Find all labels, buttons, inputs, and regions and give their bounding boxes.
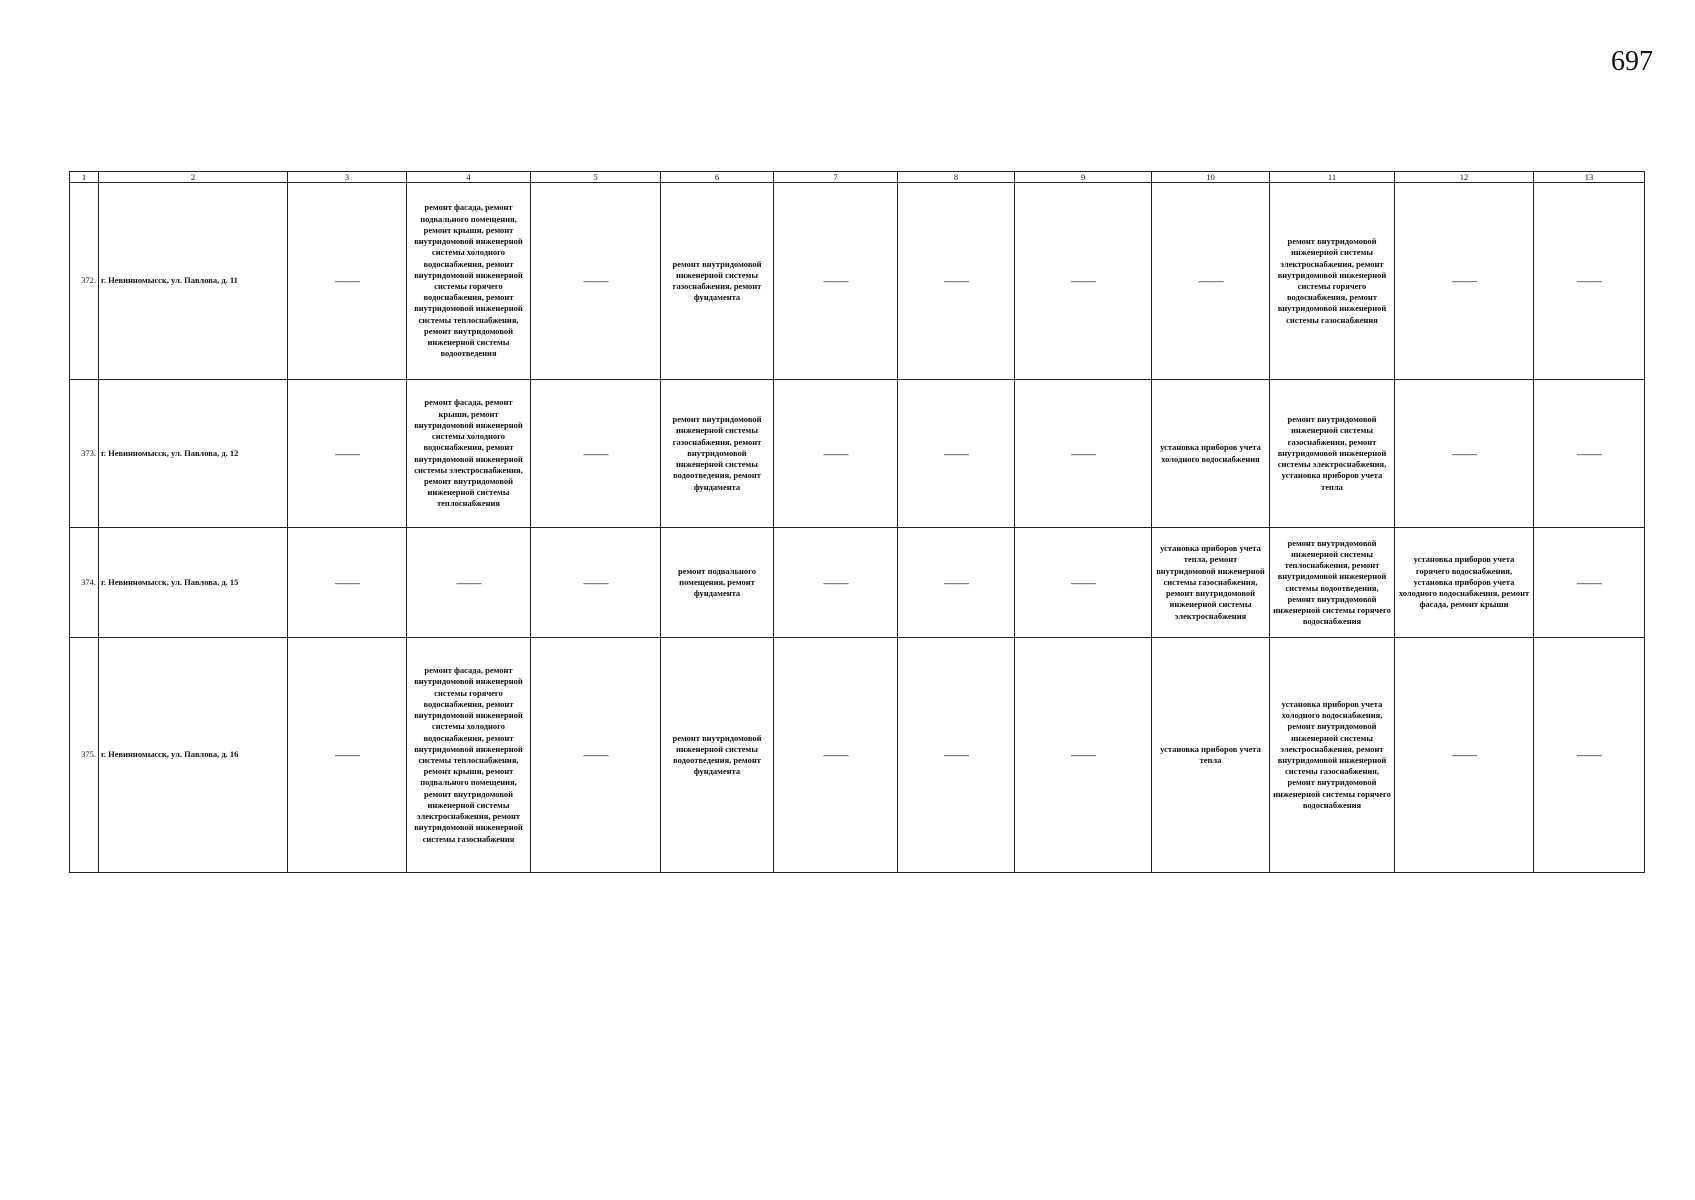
dash: —— bbox=[335, 273, 359, 289]
empty-cell bbox=[1534, 528, 1645, 638]
works-cell: установка приборов учета горячего водоснабжения, установка приборов учета холодного водоснабжения, ремонт фасада, ремонт крыши bbox=[1395, 528, 1534, 638]
works-cell: ремонт фасада, ремонт внутридомовой инженерной системы горячего водоснабжения, ремонт внутридомовой инженерной системы холодного водоснабжения, ремонт внутридомовой инженерной системы теплоснабжения, ремонт крыши, ремонт подвального помещения, ремонт внутридомовой инженерной системы электроснабжения, ремонт внутридомовой инженерной системы газоснабжения bbox=[407, 638, 531, 873]
row-number: 374. bbox=[70, 528, 99, 638]
dash: —— bbox=[1071, 445, 1095, 461]
dash: —— bbox=[335, 574, 359, 590]
works-cell: установка приборов учета тепла, ремонт внутридомовой инженерной системы газоснабжения, ремонт внутридомовой инженерной системы электроснабжения bbox=[1152, 528, 1270, 638]
empty-cell bbox=[1395, 183, 1534, 380]
empty-cell bbox=[531, 528, 661, 638]
address-cell: г. Невинномысск, ул. Павлова, д. 11 bbox=[99, 183, 288, 380]
empty-cell bbox=[1534, 638, 1645, 873]
empty-cell bbox=[288, 380, 407, 528]
works-cell: ремонт внутридомовой инженерной системы газоснабжения, ремонт внутридомовой инженерной системы водоотведения, ремонт фундамента bbox=[661, 380, 774, 528]
empty-cell bbox=[898, 638, 1015, 873]
works-cell: ремонт внутридомовой инженерной системы водоотведения, ремонт фундамента bbox=[661, 638, 774, 873]
dash: —— bbox=[944, 445, 968, 461]
empty-cell bbox=[774, 638, 898, 873]
column-number: 4 bbox=[407, 172, 531, 183]
dash: —— bbox=[1071, 747, 1095, 763]
column-number: 6 bbox=[661, 172, 774, 183]
works-cell: установка приборов учета тепла bbox=[1152, 638, 1270, 873]
row-number: 372. bbox=[70, 183, 99, 380]
works-cell: ремонт подвального помещения, ремонт фундамента bbox=[661, 528, 774, 638]
address-cell: г. Невинномысск, ул. Павлова, д. 16 bbox=[99, 638, 288, 873]
table-row bbox=[70, 638, 1645, 873]
dash: —— bbox=[456, 574, 481, 590]
dash: —— bbox=[1071, 273, 1095, 289]
address-cell: г. Невинномысск, ул. Павлова, д. 15 bbox=[99, 528, 288, 638]
dash: —— bbox=[583, 574, 608, 590]
table-row bbox=[70, 380, 1645, 528]
dash: —— bbox=[583, 747, 608, 763]
works-cell: ремонт внутридомовой инженерной системы теплоснабжения, ремонт внутридомовой инженерной системы водоотведения, ремонт внутридомовой инженерной системы горячего водоснабжения bbox=[1270, 528, 1395, 638]
dash: —— bbox=[583, 273, 608, 289]
empty-cell bbox=[1015, 380, 1152, 528]
empty-cell bbox=[774, 380, 898, 528]
empty-cell bbox=[288, 638, 407, 873]
works-cell: ремонт фасада, ремонт крыши, ремонт внутридомовой инженерной системы холодного водоснабжения, ремонт внутридомовой инженерной системы электроснабжения, ремонт внутридомовой инженерной системы теплоснабжения bbox=[407, 380, 531, 528]
empty-cell bbox=[898, 183, 1015, 380]
dash: —— bbox=[1577, 747, 1601, 763]
empty-cell bbox=[898, 380, 1015, 528]
row-number: 373. bbox=[70, 380, 99, 528]
dash: —— bbox=[1577, 445, 1601, 461]
dash: —— bbox=[1577, 273, 1601, 289]
empty-cell bbox=[1015, 638, 1152, 873]
dash: —— bbox=[823, 445, 848, 461]
works-cell: ремонт внутридомовой инженерной системы электроснабжения, ремонт внутридомовой инженерной системы горячего водоснабжения, ремонт внутридомовой инженерной системы газоснабжения bbox=[1270, 183, 1395, 380]
empty-cell bbox=[1152, 183, 1270, 380]
dash: —— bbox=[1452, 747, 1476, 763]
column-number: 7 bbox=[774, 172, 898, 183]
empty-cell bbox=[531, 380, 661, 528]
table-row bbox=[70, 528, 1645, 638]
dash: —— bbox=[1452, 273, 1476, 289]
row-number: 375. bbox=[70, 638, 99, 873]
table-row bbox=[70, 183, 1645, 380]
empty-cell bbox=[531, 638, 661, 873]
empty-cell bbox=[1534, 183, 1645, 380]
empty-cell bbox=[1395, 380, 1534, 528]
dash: —— bbox=[823, 273, 848, 289]
column-number: 3 bbox=[288, 172, 407, 183]
dash: —— bbox=[823, 747, 848, 763]
dash: —— bbox=[335, 445, 359, 461]
works-cell: установка приборов учета холодного водоснабжения bbox=[1152, 380, 1270, 528]
empty-cell bbox=[1015, 528, 1152, 638]
column-number: 1 bbox=[70, 172, 99, 183]
empty-cell bbox=[774, 183, 898, 380]
empty-cell bbox=[898, 528, 1015, 638]
column-number: 9 bbox=[1015, 172, 1152, 183]
works-cell: установка приборов учета холодного водоснабжения, ремонт внутридомовой инженерной системы электроснабжения, ремонт внутридомовой инженерной системы газоснабжения, ремонт внутридомовой инженерной системы горячего водоснабжения bbox=[1270, 638, 1395, 873]
dash: —— bbox=[1452, 445, 1476, 461]
dash: —— bbox=[944, 747, 968, 763]
empty-cell bbox=[1015, 183, 1152, 380]
dash: —— bbox=[1071, 574, 1095, 590]
dash: —— bbox=[823, 574, 848, 590]
dash: —— bbox=[335, 747, 359, 763]
empty-cell bbox=[774, 528, 898, 638]
empty-cell bbox=[1534, 380, 1645, 528]
empty-cell bbox=[407, 528, 531, 638]
column-number-row bbox=[70, 172, 1645, 183]
column-number: 8 bbox=[898, 172, 1015, 183]
dash: —— bbox=[944, 574, 968, 590]
empty-cell bbox=[1395, 638, 1534, 873]
works-cell: ремонт фасада, ремонт подвального помещения, ремонт крыши, ремонт внутридомовой инженерной системы холодного водоснабжения, ремонт внутридомовой инженерной системы горячего водоснабжения, ремонт внутридомовой инженерной системы теплоснабжения, ремонт внутридомовой инженерной системы водоотведения bbox=[407, 183, 531, 380]
column-number: 13 bbox=[1534, 172, 1645, 183]
works-cell: ремонт внутридомовой инженерной системы газоснабжения, ремонт фундамента bbox=[661, 183, 774, 380]
dash: —— bbox=[944, 273, 968, 289]
dash: —— bbox=[1577, 574, 1601, 590]
column-number: 10 bbox=[1152, 172, 1270, 183]
empty-cell bbox=[288, 183, 407, 380]
column-number: 12 bbox=[1395, 172, 1534, 183]
column-number: 5 bbox=[531, 172, 661, 183]
column-number: 2 bbox=[99, 172, 288, 183]
empty-cell bbox=[288, 528, 407, 638]
address-cell: г. Невинномысск, ул. Павлова, д. 12 bbox=[99, 380, 288, 528]
works-cell: ремонт внутридомовой инженерной системы газоснабжения, ремонт внутридомовой инженерной системы электроснабжения, установка приборов учета тепла bbox=[1270, 380, 1395, 528]
dash: —— bbox=[583, 445, 608, 461]
column-number: 11 bbox=[1270, 172, 1395, 183]
repair-register-table bbox=[69, 171, 1645, 873]
empty-cell bbox=[531, 183, 661, 380]
page-number: 697 bbox=[1611, 46, 1653, 77]
dash: —— bbox=[1198, 273, 1223, 289]
